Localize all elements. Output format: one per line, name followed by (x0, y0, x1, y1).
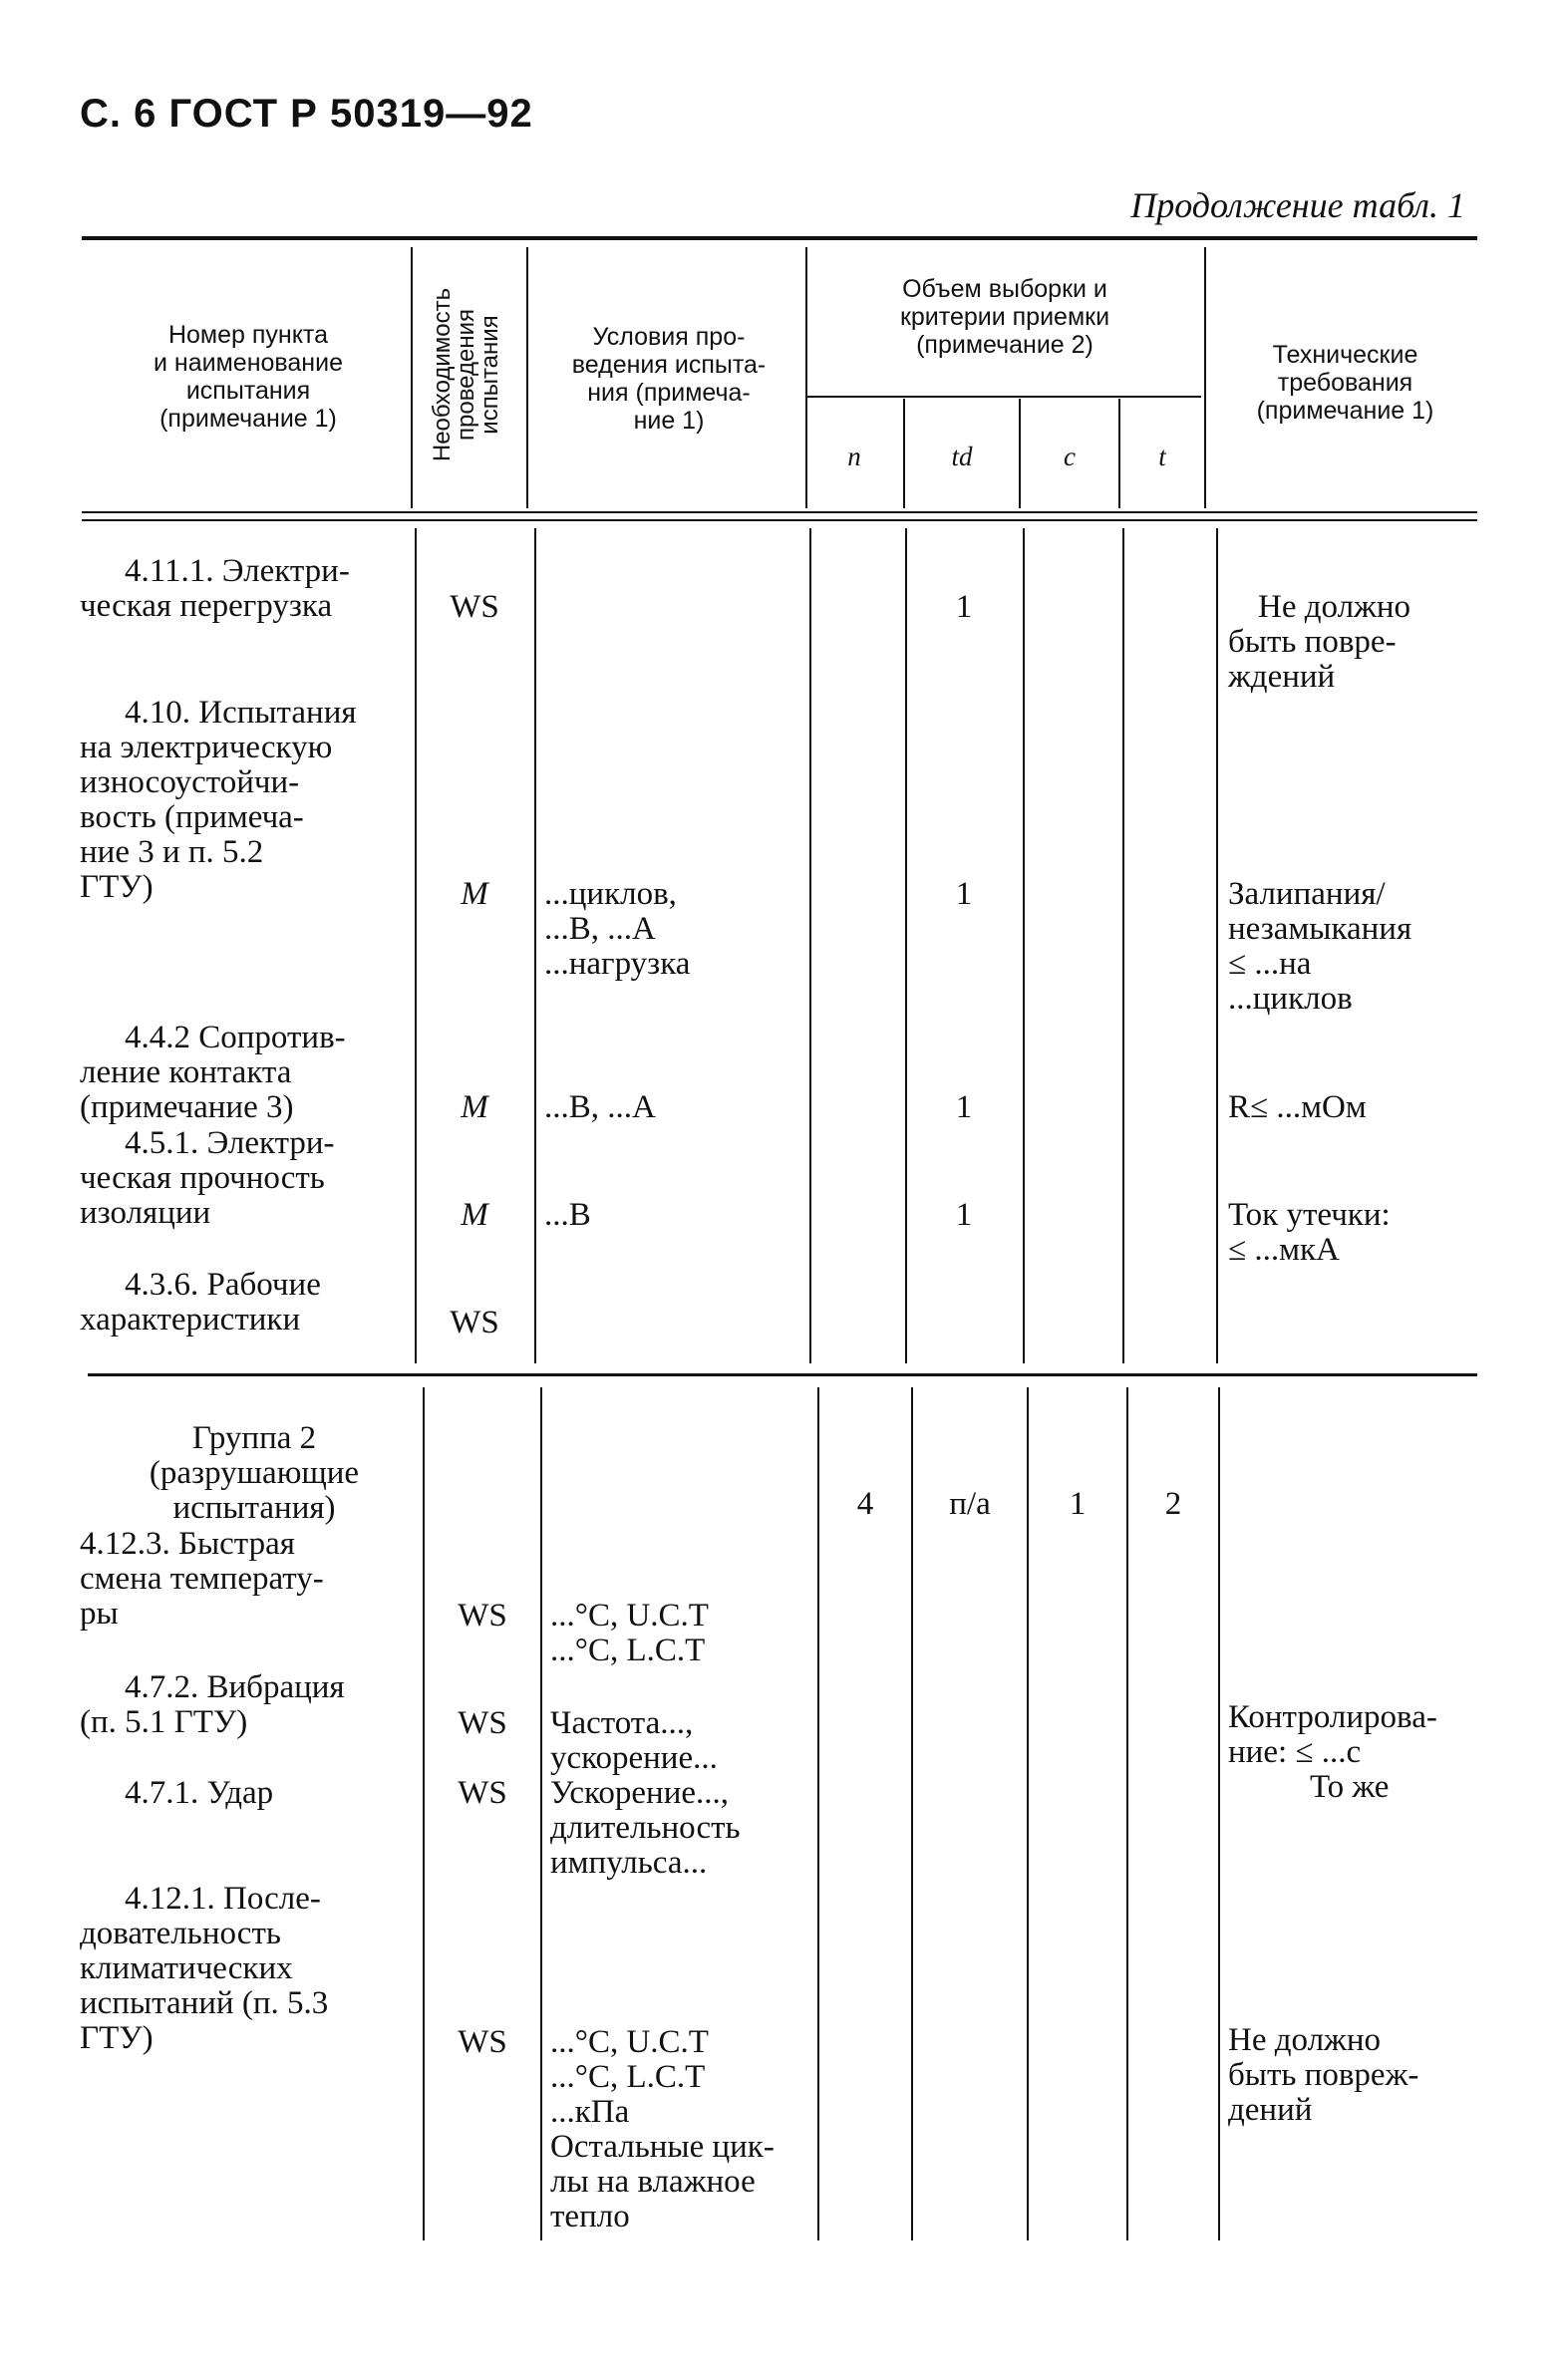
header-col-rule-7 (1204, 247, 1206, 508)
row-item-title: 4.4.2 Сопротив- ление контакта (примечание 3) (80, 1020, 346, 1125)
group2-sample-t: 2 (1164, 1486, 1182, 1522)
body2-col-rule-6 (1126, 1387, 1128, 2240)
row-necessity: WS (450, 1305, 499, 1340)
row-conditions: Ускорение..., длительность импульса... (550, 1775, 741, 1881)
row-necessity: M (461, 876, 488, 912)
body2-col-rule-1 (423, 1387, 425, 2240)
header-col-rule-4 (903, 399, 905, 508)
row-item-title: 4.5.1. Электри- ческая прочность изоляции (80, 1125, 335, 1231)
body1-col-rule-1 (415, 528, 417, 1363)
header-conditions: Условия про- ведения испыта- ния (примеча- ние 1) (571, 323, 767, 435)
header-col-rule-2 (526, 247, 528, 508)
row-requirement: То же (1310, 1769, 1390, 1805)
body2-col-rule-5 (1027, 1387, 1029, 2240)
row-td: 1 (955, 1197, 973, 1233)
header-col-rule-3 (805, 247, 807, 508)
row-conditions: ...В (544, 1197, 591, 1233)
group2-sample-n: 4 (856, 1486, 874, 1522)
header-sample: Объем выборки и критерии приемки (примечание 2) (899, 275, 1110, 359)
body2-col-rule-4 (911, 1387, 913, 2240)
row-requirement: Залипания/ незамыкания ≤ ...на ...циклов (1228, 876, 1412, 1017)
body2-col-rule-7 (1218, 1387, 1220, 2240)
row-conditions: ...°С, U.C.T ...°С, L.C.T ...кПа Остальные цик- лы на влажное тепло (550, 2024, 775, 2234)
row-necessity: M (461, 1089, 488, 1125)
header-item: Номер пункта и наименование испытания (примечание 1) (154, 321, 343, 433)
body1-col-rule-2 (534, 528, 536, 1363)
sample-subheader-rule (807, 396, 1201, 398)
row-requirement: R≤ ...мОм (1228, 1089, 1367, 1125)
row-item-title: 4.11.1. Электри- ческая перегрузка (80, 553, 350, 624)
header-sub-c: c (1064, 442, 1076, 471)
header-col-rule-1 (411, 247, 413, 508)
body1-col-rule-4 (905, 528, 907, 1363)
row-td: 1 (955, 876, 973, 912)
body1-col-rule-6 (1122, 528, 1124, 1363)
group2-title: Группа 2 (разрушающие испытания) (149, 1420, 360, 1526)
header-double-rule-2 (82, 519, 1477, 521)
header-col-rule-5 (1019, 399, 1021, 508)
header-sub-td: td (951, 442, 973, 471)
row-conditions: ...В, ...А (544, 1089, 656, 1125)
row-requirement: Ток утечки: ≤ ...мкА (1228, 1197, 1391, 1268)
body1-col-rule-7 (1216, 528, 1218, 1363)
row-item-title: 4.10. Испытания на электрическую износоустойчи- вость (примеча- ние 3 и п. 5.2 ГТУ) (80, 695, 357, 905)
row-td: 1 (955, 589, 973, 625)
row-requirement: Контролирова- ние: ≤ ...с (1228, 1699, 1437, 1770)
row-item-title: 4.12.1. После- довательность климатических испытаний (п. 5.3 ГТУ) (80, 1881, 329, 2056)
row-conditions: ...циклов, ...В, ...А ...нагрузка (544, 876, 691, 982)
row-conditions: ...°С, U.C.T ...°С, L.C.T (550, 1598, 709, 1668)
row-requirement: Не должно быть повреж- дений (1228, 2022, 1419, 2128)
header-double-rule-1 (82, 511, 1477, 513)
page-header: С. 6 ГОСТ Р 50319—92 (80, 92, 533, 136)
row-necessity: WS (458, 1775, 507, 1811)
header-sub-n: n (847, 442, 861, 471)
row-item-title: 4.3.6. Рабочие характеристики (80, 1267, 321, 1338)
header-necessity: Необходимость проведения испытания (429, 287, 503, 462)
group2-sample-c: 1 (1069, 1486, 1087, 1522)
row-necessity: WS (450, 589, 499, 625)
row-necessity: WS (458, 2024, 507, 2060)
row-requirement: Не должно быть повре- ждений (1228, 589, 1411, 695)
row-td: 1 (955, 1089, 973, 1125)
row-conditions: Частота..., ускорение... (550, 1705, 718, 1776)
table-continuation-label: Продолжение табл. 1 (1130, 185, 1465, 225)
body1-col-rule-5 (1023, 528, 1025, 1363)
table-top-rule (82, 236, 1477, 240)
row-necessity: M (461, 1197, 488, 1233)
row-item-title: 4.12.3. Быстрая смена температу- ры (80, 1526, 324, 1632)
header-sub-t: t (1158, 442, 1166, 471)
group2-sample-td: п/а (949, 1486, 991, 1522)
body2-col-rule-2 (540, 1387, 542, 2240)
header-col-rule-6 (1118, 399, 1120, 508)
row-item-title: 4.7.1. Удар (125, 1775, 274, 1811)
row-necessity: WS (458, 1705, 507, 1741)
group-separator-rule (88, 1373, 1477, 1376)
header-requirements: Технические требования (примечание 1) (1256, 341, 1434, 425)
row-necessity: WS (458, 1598, 507, 1634)
row-item-title: 4.7.2. Вибрация (п. 5.1 ГТУ) (80, 1669, 345, 1740)
